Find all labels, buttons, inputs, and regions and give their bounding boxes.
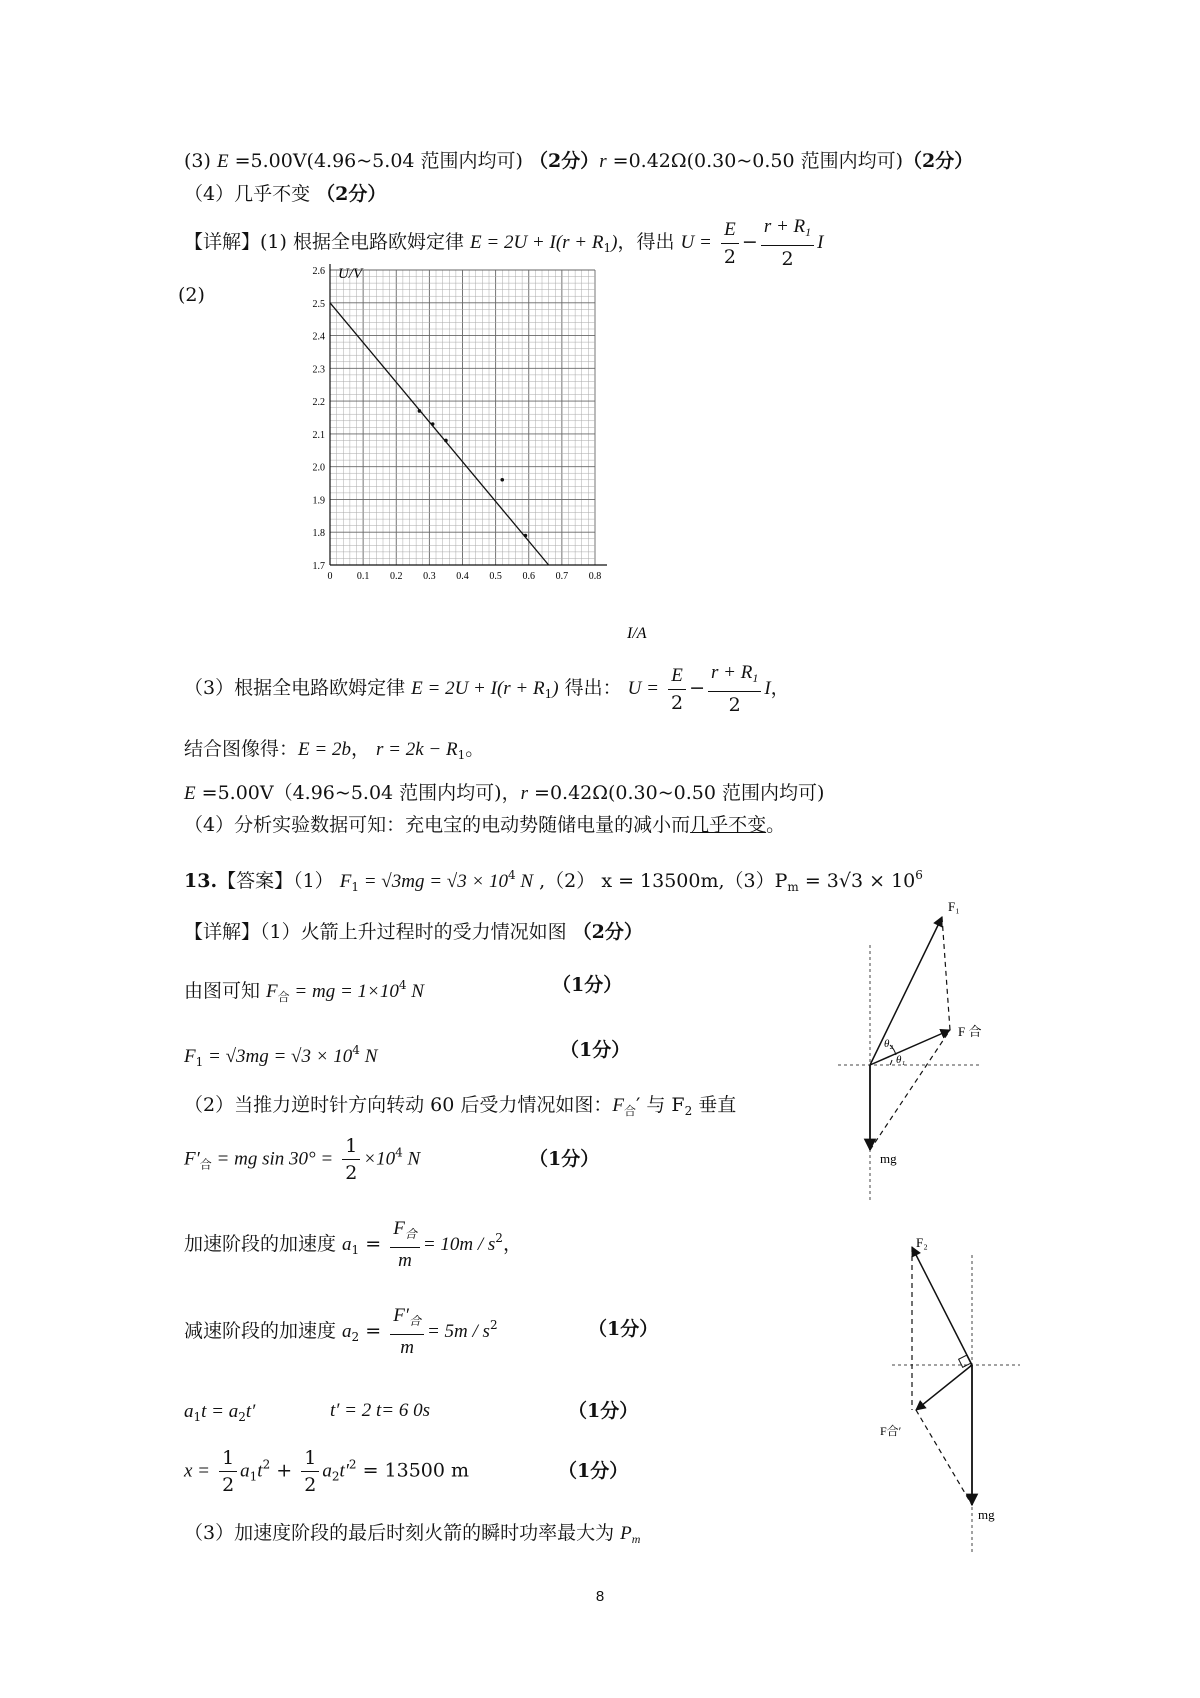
diagram1-f1-label: F₁ — [948, 899, 960, 914]
x-tick-label: 0.4 — [456, 571, 469, 582]
detail-part-1: 【详解】(1) 根据全电路欧姆定律 $E = 2U + I(r + R_1)$，得出 U = $\frac{E}{2}$ − $\frac{r + R_1}{2}$ I — [184, 216, 824, 270]
x-tick-label: 0.5 — [489, 571, 502, 582]
y-tick-label: 2.5 — [312, 298, 325, 310]
y-tick-label: 1.9 — [312, 495, 325, 507]
y-tick-label: 2.2 — [312, 397, 325, 409]
data-point — [418, 409, 422, 413]
part-2-label: (2) — [178, 284, 205, 306]
q13-answer: 13.【答案】（1） $F_1 = √3mg = √3 \times 10^4$ N ,（2） $x = 13500m,(3)P_m = 3√3 \times 10^6$ — [184, 868, 923, 894]
x-tick-label: 0.2 — [390, 571, 403, 582]
data-point — [431, 422, 435, 426]
force-diagram-1 — [830, 895, 1010, 1205]
diagram1-theta2-label: θ₂ — [884, 1038, 894, 1050]
combine-line: 结合图像得：E = 2b， $r = 2k - R_1$。 — [184, 738, 485, 762]
q13-f1: $F_1 = √3mg = √3 \times 10^4$ N （1分） — [184, 1039, 631, 1069]
q13-accel-2: 减速阶段的加速度 $a_2$ = $\frac{F'_合}{m}$ = $5m / s^2$ （1分） — [184, 1305, 659, 1358]
q13-f-net: 由图可知 $F_合$ = mg = $1\times 10^4$ N （1分） — [184, 974, 623, 1004]
diagram2-f2-label: F₂ — [916, 1235, 928, 1250]
x-tick-label: 0.7 — [555, 571, 569, 582]
y-tick-label: 2.4 — [312, 331, 325, 343]
diagram2-fnet-label: F合′ — [880, 1424, 902, 1438]
data-point — [444, 439, 448, 443]
y-tick-label: 1.8 — [312, 528, 325, 540]
y-tick-label: 2.0 — [312, 462, 325, 474]
diagram1-mg-label: mg — [880, 1151, 897, 1166]
y-tick-label: 2.1 — [312, 429, 325, 441]
force-diagram-2 — [880, 1235, 1030, 1565]
y-tick-label: 1.7 — [312, 561, 325, 572]
y-tick-label: 2.6 — [312, 266, 325, 277]
q13-detail-1: 【详解】（1）火箭上升过程时的受力情况如图 （2分） — [184, 921, 643, 943]
answer-line-4: （4）几乎不变 （2分） — [184, 183, 387, 205]
detail-part-3: （3）根据全电路欧姆定律 $E = 2U + I(r + R_1)$ 得出： U = $\frac{E}{2}$ − $\frac{r + R_1}{2}$ I， — [184, 662, 790, 716]
data-point — [524, 534, 528, 538]
q13-detail-2: （2）当推力逆时针方向转动 60 后受力情况如图：$F_合'$ 与 $F_2$ 垂直 — [184, 1094, 737, 1118]
page-number: 8 — [595, 1588, 605, 1605]
part-4-line: （4）分析实验数据可知：充电宝的电动势随储电量的减小而几乎不变。 — [184, 814, 786, 836]
x-tick-label: 0.1 — [356, 571, 370, 582]
u-i-chart — [300, 260, 670, 645]
answer-line-3: (3) E =5.00V(4.96~5.04 范围内均可) （2分）r =0.42Ω(0.30~0.50 范围内均可)（2分） — [184, 150, 974, 172]
x-tick-label: 0 — [327, 571, 333, 582]
chart-y-axis-label: U/V — [338, 266, 363, 282]
diagram1-fnet-label: F 合 — [958, 1024, 982, 1039]
q13-accel-1: 加速阶段的加速度 $a_1$ = $\frac{F_合}{m}$ = $10m / s^2$， — [184, 1218, 522, 1271]
chart-grid — [330, 270, 595, 565]
q13-f-net-prime: $F'_合$ = mg sin 30° = $\frac{1}{2}$ $\times 10^4$ N （1分） — [184, 1135, 600, 1184]
q13-distance: x = $\frac{1}{2}$ $a_1t^2$ + $\frac{1}{2}$ $a_2t'^2 = 13500$ m （1分） — [184, 1447, 629, 1496]
diagram2-mg-label: mg — [978, 1507, 995, 1522]
q13-time: $a_1t = a_2t'$ t′ = 2 t= 6 0s （1分） — [184, 1400, 639, 1424]
x-tick-label: 0.8 — [588, 571, 602, 582]
x-tick-label: 0.3 — [423, 571, 436, 582]
y-tick-label: 2.3 — [312, 364, 325, 376]
diagram1-theta1-label: θ₁ — [896, 1054, 906, 1066]
x-tick-label: 0.6 — [522, 571, 535, 582]
chart-x-axis-label: I/A — [627, 625, 647, 642]
result-line: E =5.00V（4.96~5.04 范围内均可)，r =0.42Ω(0.30~0.50 范围内均可) — [184, 782, 825, 804]
data-point — [500, 478, 504, 482]
q13-detail-3: （3）加速度阶段的最后时刻火箭的瞬时功率最大为 $P_m$ — [184, 1522, 641, 1546]
